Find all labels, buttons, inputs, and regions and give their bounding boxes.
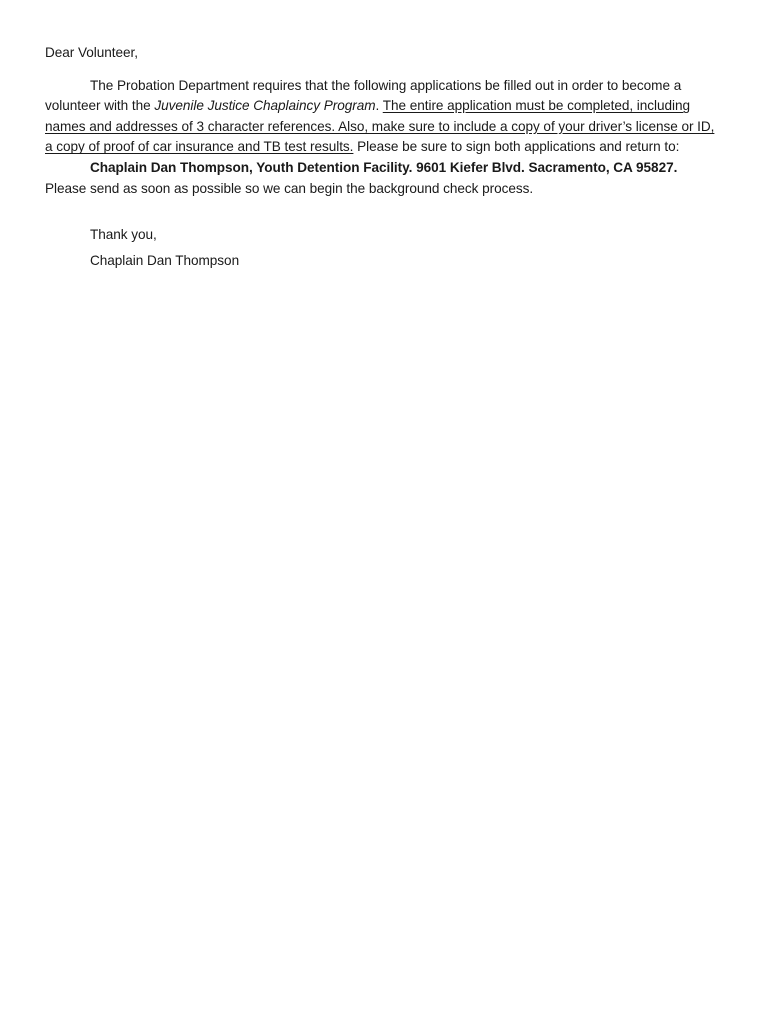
letter-body [45,43,717,276]
closing-block [90,225,717,271]
requirements-text: The entire application must be completed, including names and addresses of 3 character references. Also, make sure to include a copy of your driver’s license or ID, a copy of proof of car insurance and TB test results. [45,98,715,155]
return-instruction-text: Please be sure to sign both applications and return to: [353,139,680,155]
program-name: Juvenile Justice Chaplaincy Program [154,98,376,114]
send-instruction: Please send as soon as possible so we can begin the background check process. [45,180,534,196]
salutation: Dear Volunteer, [45,45,138,60]
signature-name: Chaplain Dan Thompson [90,252,240,268]
intro-text: The Probation Department requires that the following applications be filled out in order to become a volunteer with the [45,77,682,114]
instructions-paragraph [45,76,717,158]
address-paragraph [45,158,717,199]
after-program-text: . [375,98,383,114]
thanks-text: Thank you, [90,227,157,243]
return-address: Chaplain Dan Thompson, Youth Detention Facility. 9601 Kiefer Blvd. Sacramento, CA 95827. [90,159,678,175]
